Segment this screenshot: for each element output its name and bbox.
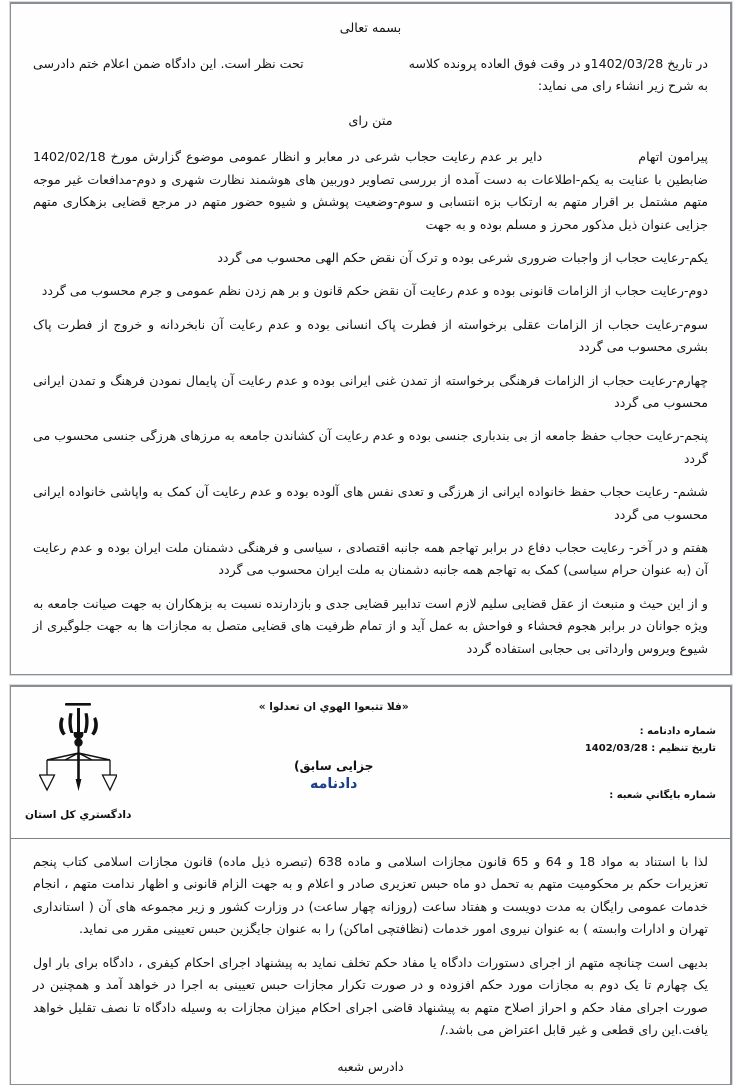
bismillah-heading: بسمه تعالی <box>339 21 402 36</box>
section-title-verdict-text: متن رای <box>348 113 393 129</box>
emblem-block <box>25 697 131 832</box>
verdict-body <box>11 839 730 1084</box>
paragraph-item-5: پنجم-رعایت حجاب حفظ جامعه از بی بندباری جنسی بوده و عدم رعایت آن کشاندن جامعه به مرزهای هرزگی جنسی محسوب می گردد <box>33 428 708 466</box>
organization-name: دادگستري كل استان <box>25 809 132 822</box>
paragraph-conclusion: و از این حیث و منبعث از عقل قضایی سلیم لازم است تدابیر قضایی جدی و بازدارنده نسبت به بزهکاران به جهت صیانت جامعه به ویژه جوانان در برابر هجوم فحشاء و فواحش به عمل آید و از تمام ظرفیت های قضایی متصل به مجازات ها به جهت جلوگیری از شیوع ویروس وارداتی بی حجابی استفاده گردد <box>33 595 708 656</box>
letterhead-fields <box>536 697 716 832</box>
accusation-body: دایر بر عدم رعایت حجاب شرعی در معابر و انظار عمومی موضوع گزارش مورخ 1402/02/18 ضابطین با عنایت به یکم-اطلاعات به دست آمده از بررسی تصاویر دوربین های هوشمند نظارت شهری و دوم-مدافعات غیر موجه متهم مشتمل بر اقرار متهم به ارتکاب بزه انتسابی و سوم-وضعیت پوشش و شیوه حضور متهم در مرجع قضایی بزهکاری متهم جزایی عنوان ذیل مذکور محرز و مسلم بوده و به جهت <box>33 149 708 232</box>
paragraph-accusation <box>33 146 708 236</box>
paragraph-item-3: سوم-رعایت حجاب از الزامات عقلی برخواسته از فطرت پاک انسانی بوده و عدم رعایت آن نابخردانه و خروج از فطرت پاک بشری محسوب می گردد <box>33 316 708 355</box>
document-type-title: دادنامه <box>310 776 358 793</box>
field-branch-archive-number: شماره بایگاني شعبه : <box>609 790 716 802</box>
paragraph-item-1: یکم-رعایت حجاب از واجبات ضروری شرعی بوده و ترک آن نقض حکم الهی محسوب می گردد <box>217 249 708 265</box>
paragraph-item-4: چهارم-رعایت حجاب از الزامات فرهنگی برخواسته از تمدن غنی ایرانی بوده و عدم رعایت آن پایمال نمودن فرهنگ و تمدن ایرانی محسوب می گردد <box>33 372 708 410</box>
paragraph-item-2: دوم-رعایت حجاب از الزامات قانونی بوده و عدم رعایت آن نقض حکم قانون و بر هم زدن نظم عمومی و جرم محسوب می گردد <box>41 283 708 299</box>
field-verdict-number: شماره دادنامه : <box>639 726 716 738</box>
signature-line: دادرس شعبه <box>337 1059 404 1075</box>
opening-right-text: در تاریخ 1402/03/28و در وقت فوق العاده پرونده کلاسه <box>408 55 708 71</box>
quranic-verse: «فلا تتبعوا الهوي ان تعدلوا » <box>258 701 409 714</box>
verdict-form-panel <box>10 685 732 1085</box>
paragraph-item-7: هفتم و در آخر- رعایت حجاب دفاع در برابر تهاجم همه جانبه اقتصادی ، سیاسی و فرهنگی دشمنان ملت ایران بوده و عدم رعایت آن (به عنوان حرام سیاسی) کمک به تهاجم همه جانبه دشمنان به ملت ایران محسوب می گردد <box>33 540 708 578</box>
verdict-text-panel <box>10 2 732 675</box>
paragraph-sentencing: لذا با استناد به مواد 18 و 64 و 65 قانون مجازات اسلامی و ماده 638 (تبصره ذیل ماده) قانون مجازات اسلامی کتاب پنجم تعزیرات حکم بر محکومیت متهم به تحمل دو ماه حبس تعزیری صادر و اعلام و به جهت الزام قانونی و اظهار ندامت متهم ، انجام خدمات عمومی رایگان به مدت دویست و هفتاد ساعت (روزانه چهار ساعت) در وزارت کشور و زیر مجموعه های آن ( استانداری تهران و ادارات وابسته ) به عنوان نیروی امور خدمات (نظافتچی اماکن) را به عنوان جایگزین حبس تعیینی مقرر می نماید. <box>33 854 709 937</box>
accusation-prefix: پیرامون اتهام <box>638 149 708 165</box>
iran-judiciary-emblem-icon <box>39 701 117 807</box>
field-issue-date: تاریخ تنظیم : 1402/03/28 <box>584 743 716 755</box>
letterhead <box>11 687 730 839</box>
letterhead-center <box>131 697 536 832</box>
paragraph-appeal-notice: بدیهی است چنانچه متهم از اجرای دستورات دادگاه یا مفاد حکم تخلف نماید به پیشنهاد اجرای احکام کیفری ، دادگاه برای بار اول یک چهارم تا یک دوم به مجازات مورد حکم افزوده و در صورت تکرار مجازات حبس تعیینی به اجرا در خواهد آمد و همچنین در صورت اجرای مفاد حکم و احراز اصلاح متهم به پیشنهاد قاضی اجرای احکام میزان مجازات به وسیله دادگاه تا نصف تقلیل خواهد یافت.این رای قطعی و غیر قابل اعتراض می باشد./ <box>33 954 708 1037</box>
paragraph-item-6: ششم- رعایت حجاب حفظ خانواده ایرانی از هرزگی و تعدی نفس های آلوده بوده و عدم رعایت آن کمک به واپاشی خانواده ایرانی محسوب می گردد <box>33 484 708 522</box>
opening-line-1 <box>33 53 708 98</box>
branch-label: جزایی سابق) <box>294 759 374 774</box>
opening-left-text: تحت نظر است. این دادگاه ضمن اعلام ختم دادرسی <box>33 55 304 71</box>
opening-line-2: به شرح زیر انشاء رای می نماید: <box>537 78 708 94</box>
